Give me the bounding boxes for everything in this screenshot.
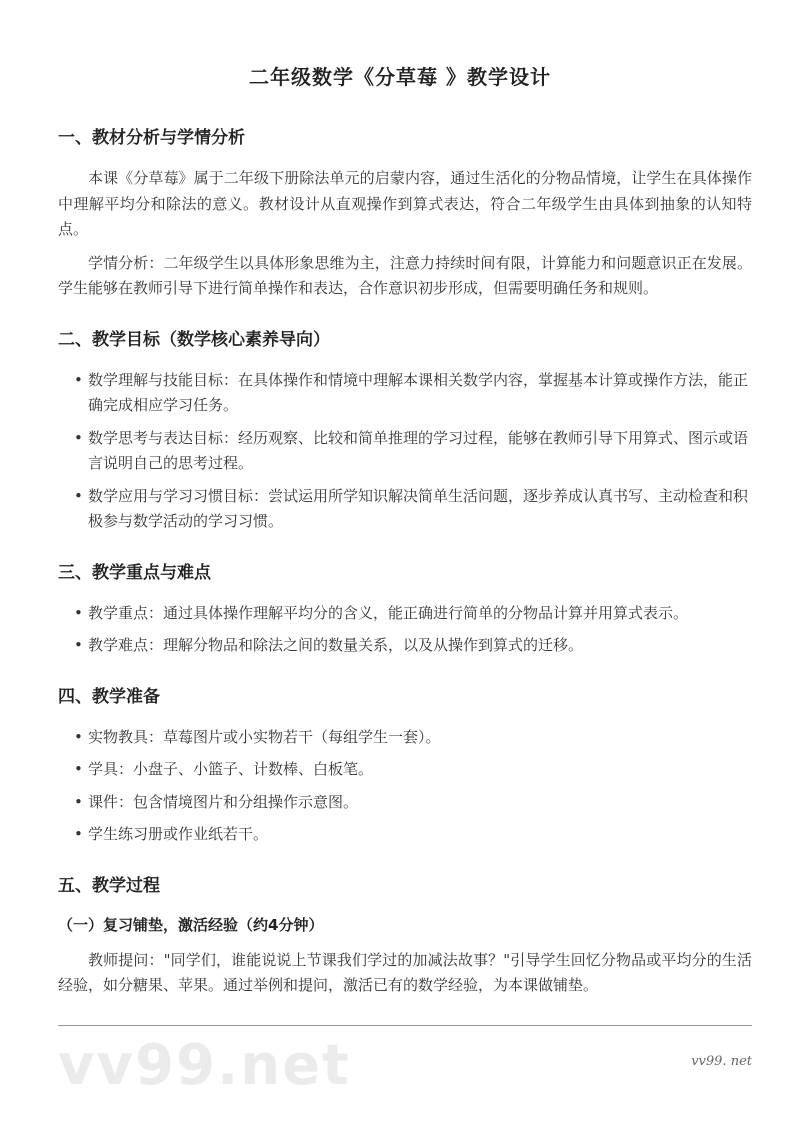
paragraph: 教师提问："同学们，谁能说说上节课我们学过的加减法故事？"引导学生回忆分物品或平均分的生活经验，如分糖果、苹果。通过举例和提问，激活已有的数学经验，为本课做铺垫。 [58, 950, 752, 994]
bullet-list [58, 601, 752, 659]
section-heading: 一、教材分析与学情分析 [58, 128, 245, 148]
section-heading: 五、教学过程 [58, 875, 160, 896]
subsection-heading: （一）复习铺垫，激活经验（约4分钟） [58, 915, 324, 934]
list-item: • 数学应用与学习习惯目标：尝试运用所学知识解决简单生活问题，逐步养成认真书写、主动检查和积极参与数学活动的学习习惯。 [88, 484, 752, 535]
list-item: • 教学重点：通过具体操作理解平均分的含义，能正确进行简单的分物品计算并用算式表示。 [88, 601, 752, 627]
paragraph: 学情分析：二年级学生以具体形象思维为主，注意力持续时间有限，计算能力和问题意识正在发展。学生能够在教师引导下进行简单操作和表达，合作意识初步形成，但需要明确任务和规则。 [58, 253, 752, 297]
section-heading: 三、教学重点与难点 [58, 562, 211, 583]
page-footer [58, 1025, 752, 1109]
section-analysis [58, 126, 752, 302]
section-heading: 二、教学目标（数学核心素养导向） [58, 329, 330, 350]
footer-text: vv99. net [691, 1053, 752, 1069]
bullet-list [58, 368, 752, 535]
section-key-points [58, 561, 752, 659]
section-preparation [58, 685, 752, 848]
list-item: • 数学思考与表达目标：经历观察、比较和简单推理的学习过程，能够在教师引导下用算式、图示或语言说明自己的思考过程。 [88, 426, 752, 477]
watermark: vv99.net [58, 1032, 351, 1098]
list-item: • 实物教具：草莓图片或小实物若干（每组学生一套）。 [88, 725, 752, 751]
footer-divider [58, 1025, 752, 1026]
list-item: • 学生练习册或作业纸若干。 [88, 822, 752, 848]
section-process [58, 874, 752, 999]
list-item: • 教学难点：理解分物品和除法之间的数量关系，以及从操作到算式的迁移。 [88, 633, 752, 659]
list-item: • 学具：小盘子、小篮子、计数棒、白板笔。 [88, 757, 752, 783]
bullet-list [58, 725, 752, 848]
list-item: • 课件：包含情境图片和分组操作示意图。 [88, 790, 752, 816]
section-objectives [58, 328, 752, 535]
document-title: 二年级数学《分草莓 》教学设计 [249, 65, 551, 89]
section-heading: 四、教学准备 [58, 686, 160, 707]
list-item: • 数学理解与技能目标：在具体操作和情境中理解本课相关数学内容，掌握基本计算或操作方法，能正确完成相应学习任务。 [88, 368, 752, 419]
paragraph: 本课《分草莓》属于二年级下册除法单元的启蒙内容，通过生活化的分物品情境，让学生在具体操作中理解平均分和除法的意义。教材设计从直观操作到算式表达，符合二年级学生由具体到抽象的认知特点。 [58, 169, 752, 238]
